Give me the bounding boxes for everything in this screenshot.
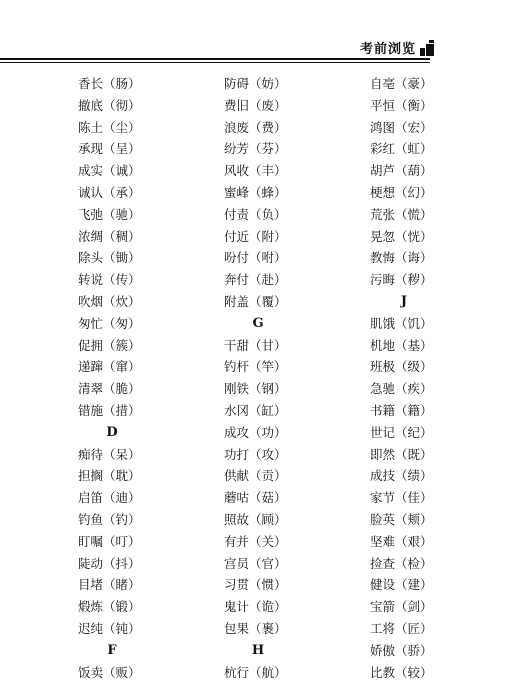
word-entry: 担搁（耽） — [78, 468, 141, 484]
word-entry: 杭行（航） — [224, 664, 287, 680]
word-entry: 刚铁（钢） — [224, 381, 287, 397]
word-entry: 撤底（彻） — [78, 97, 141, 113]
word-entry: 干甜（甘） — [224, 337, 287, 353]
word-entry: 错施（措） — [78, 402, 141, 418]
word-entry: 梗想（幻） — [370, 184, 433, 200]
page-header-title: 考前浏览 — [360, 42, 417, 57]
word-entry: 吩付（咐） — [224, 250, 287, 266]
word-entry: 蘑咕（菇） — [224, 490, 287, 506]
word-entry: 坚难（艰） — [370, 533, 433, 549]
word-entry: 水冈（缸） — [224, 402, 287, 418]
word-entry: 即然（既） — [370, 446, 433, 462]
word-entry: 捡查（检） — [370, 555, 433, 571]
word-entry: 成技（绩） — [370, 468, 433, 484]
word-entry: 递蹿（窜） — [78, 359, 141, 375]
word-entry: 供献（贡） — [224, 468, 287, 484]
word-entry: 吹烟（炊） — [78, 293, 141, 309]
word-entry: 陈土（尘） — [78, 119, 141, 135]
word-entry: 钓杆（竿） — [224, 359, 287, 375]
word-entry: 比教（较） — [370, 664, 433, 680]
word-entry: 纷芳（芬） — [224, 141, 287, 157]
word-entry: 教悔（诲） — [370, 250, 433, 266]
word-entry: 家节（佳） — [370, 490, 433, 506]
word-entry: 急驰（疾） — [370, 381, 433, 397]
word-entry: 胡芦（葫） — [370, 163, 433, 179]
word-entry: 荒张（慌） — [370, 206, 433, 222]
word-entry: 付责（负） — [224, 206, 287, 222]
section-letter: H — [251, 642, 265, 658]
word-entry: 付近（附） — [224, 228, 287, 244]
word-entry: 功打（攻） — [224, 446, 287, 462]
word-entry: 晃忽（恍） — [370, 228, 433, 244]
word-entry: 盯嘱（叮） — [78, 533, 141, 549]
word-entry: 煅炼（锻） — [78, 599, 141, 615]
word-entry: 蜜峰（蜂） — [224, 184, 287, 200]
section-letter: D — [106, 424, 118, 440]
word-entry: 促拥（簇） — [78, 337, 141, 353]
word-entry: 宝箭（剑） — [370, 599, 433, 615]
word-entry: 班极（级） — [370, 359, 433, 375]
word-entry: 香长（肠） — [78, 76, 141, 91]
word-entry: 除头（锄） — [78, 250, 141, 266]
corner-squares-icon — [420, 40, 434, 56]
word-entry: 转说（传） — [78, 272, 141, 288]
word-entry: 浓绸（稠） — [78, 228, 141, 244]
word-entry: 鸿图（宏） — [370, 119, 433, 135]
word-entry: 浪废（费） — [224, 119, 287, 135]
word-entry: 包果（裹） — [224, 620, 287, 636]
word-entry: 污晦（秽） — [370, 272, 433, 288]
column-2 — [224, 73, 344, 683]
column-1 — [78, 73, 198, 683]
word-entry: 健设（建） — [370, 577, 433, 593]
word-entry: 痴待（呆） — [78, 446, 141, 462]
word-entry: 目堵（睹） — [78, 577, 141, 593]
word-entry: 书籍（籍） — [370, 402, 433, 418]
word-entry: 迟纯（钝） — [78, 620, 141, 636]
column-3 — [370, 73, 490, 683]
word-entry: 钓鱼（钓） — [78, 511, 141, 527]
word-entry: 习贯（惯） — [224, 577, 287, 593]
word-entry: 陡动（抖） — [78, 555, 141, 571]
word-entry: 娇傲（骄） — [370, 642, 433, 658]
header-rule — [0, 58, 430, 60]
section-letter: J — [400, 293, 408, 309]
word-entry: 启笛（迪） — [78, 490, 141, 506]
word-entry: 平恒（衡） — [370, 97, 433, 113]
word-entry: 飞弛（驰） — [78, 206, 141, 222]
word-entry: 鬼计（诡） — [224, 599, 287, 615]
word-entry: 防碍（妨） — [224, 76, 287, 91]
word-entry: 承现（呈） — [78, 141, 141, 157]
word-entry: 风收（丰） — [224, 163, 287, 179]
word-entry: 工将（匠） — [370, 620, 433, 636]
word-entry: 自亳（豪） — [370, 76, 433, 91]
section-letter: G — [252, 315, 264, 331]
word-entry: 脸英（颊） — [370, 511, 433, 527]
word-entry: 宫员（官） — [224, 555, 287, 571]
word-entry: 成实（诚） — [78, 163, 141, 179]
word-entry: 肌饿（饥） — [370, 315, 433, 331]
word-entry: 费旧（废） — [224, 97, 287, 113]
header-rule-thin — [0, 62, 430, 63]
section-letter: F — [107, 642, 117, 658]
word-entry: 照故（顾） — [224, 511, 287, 527]
word-entry: 世记（纪） — [370, 424, 433, 440]
word-entry: 饭卖（贩） — [78, 664, 141, 680]
word-entry: 奔付（赴） — [224, 272, 287, 288]
word-entry: 机地（基） — [370, 337, 433, 353]
word-entry: 彩红（虹） — [370, 141, 433, 157]
word-entry: 诚认（承） — [78, 184, 141, 200]
word-entry: 有并（关） — [224, 533, 287, 549]
word-entry: 成攻（功） — [224, 424, 287, 440]
word-entry: 匆忙（匆） — [78, 315, 141, 331]
word-entry: 清翠（脆） — [78, 381, 141, 397]
word-entry: 附盖（覆） — [224, 293, 287, 309]
